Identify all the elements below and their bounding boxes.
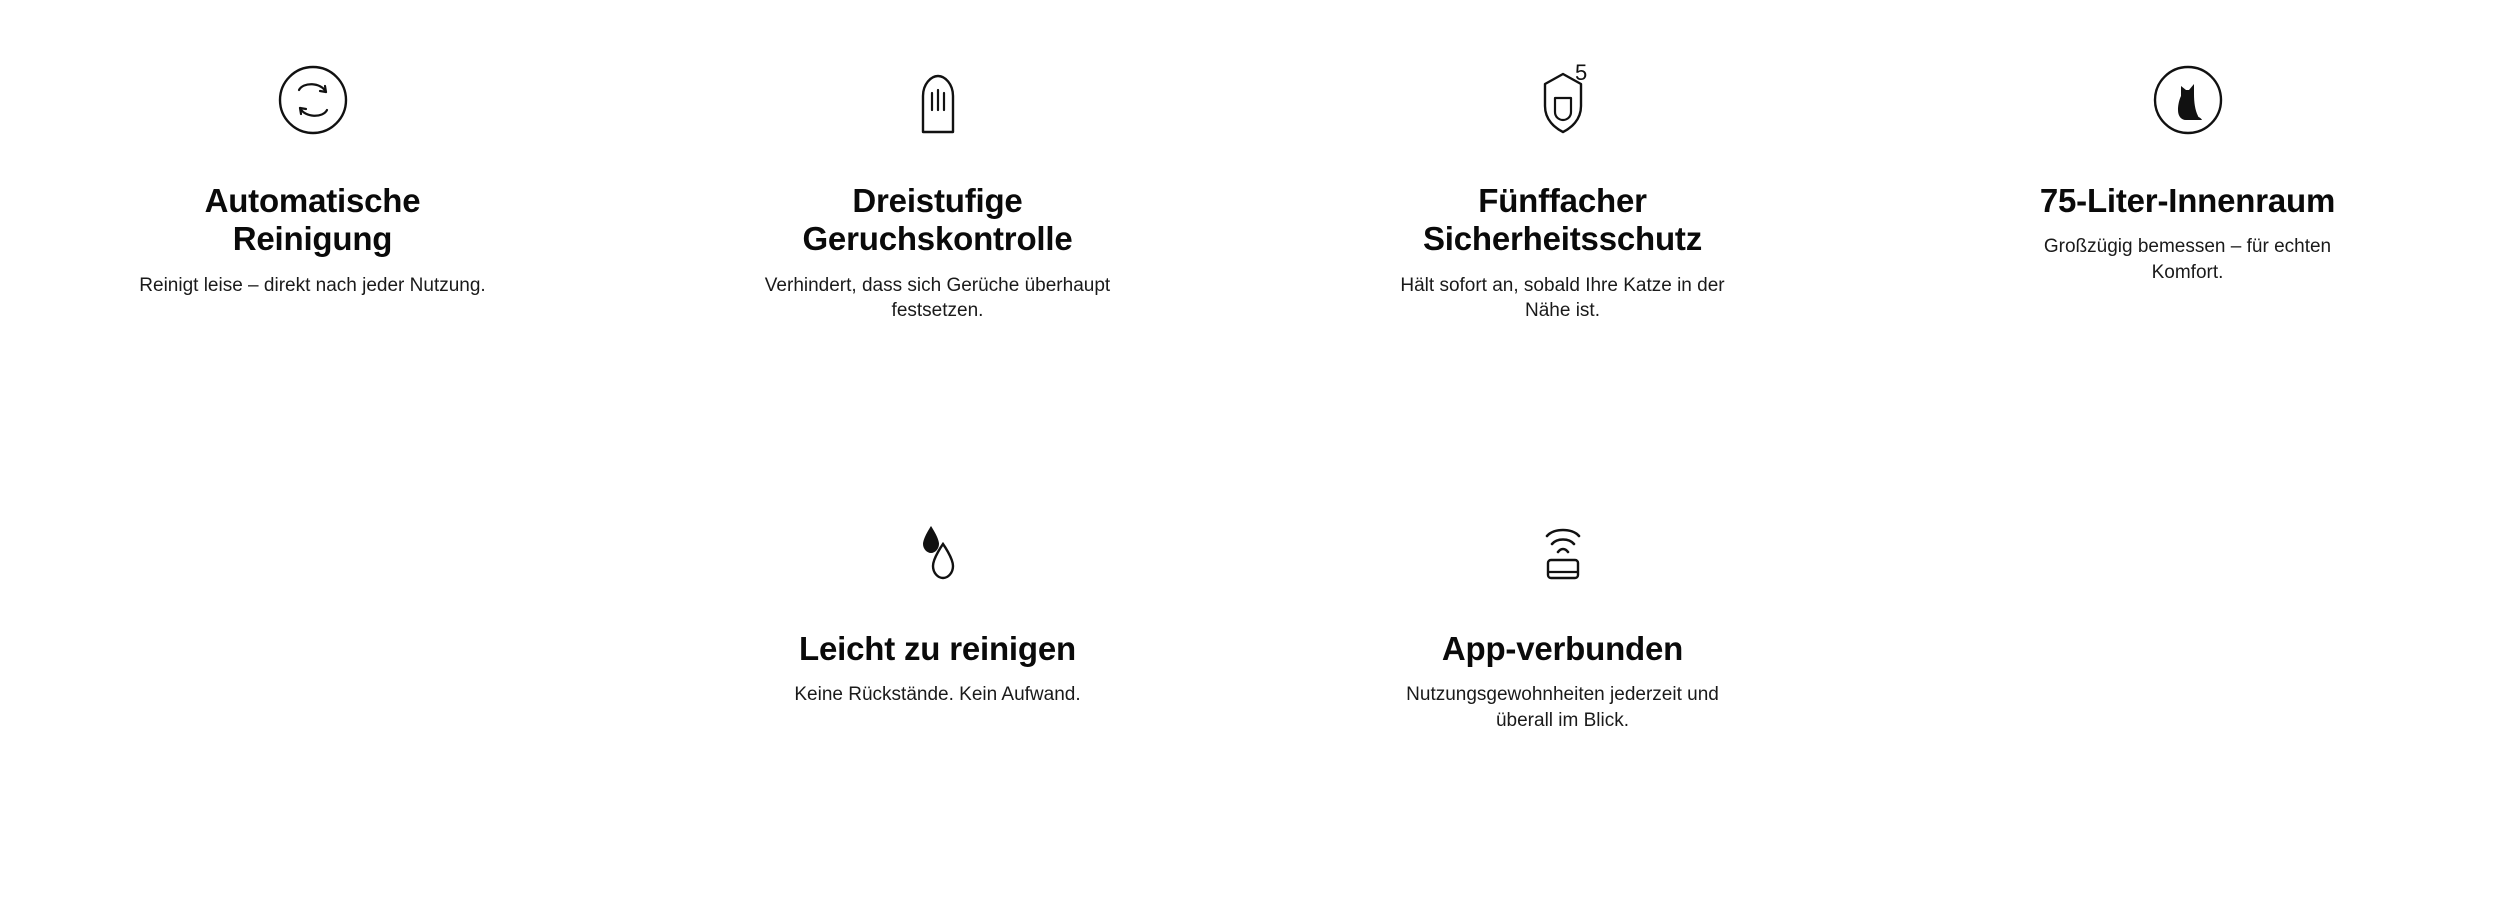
feature-title: App-verbunden [1441,630,1684,667]
feature-card-app-verbunden [1250,450,1875,900]
feature-description: Keine Rückstände. Kein Aufwand. [794,684,1081,706]
shield-badge-number: 5 [1574,60,1587,85]
feature-title: 75-Liter-Innenraum [2039,182,2336,219]
app-connected-wifi-icon [1523,502,1603,598]
feature-description: Hält sofort an, sobald Ihre Katze in der Nähe ist. [1400,274,1725,322]
feature-card-leicht-zu-reinigen [625,450,1250,900]
feature-title: Fünffacher Sicherheitsschutz [1422,182,1703,258]
feature-title: Dreistufige Geruchskontrolle [802,182,1073,258]
feature-card-automatische-reinigung [0,0,625,450]
feature-description: Nutzungsgewohnheiten jederzeit und überall im Blick. [1406,684,1719,732]
feature-title: Leicht zu reinigen [799,630,1076,667]
water-drops-icon [898,502,978,598]
feature-description: Reinigt leise – direkt nach jeder Nutzung. [139,274,486,296]
feature-card-75-liter-innenraum [1875,0,2500,450]
shield-five-safety-icon [1523,52,1603,148]
feature-card-fuenffacher-sicherheitsschutz [1250,0,1875,450]
feature-card-dreistufige-geruchskontrolle [625,0,1250,450]
odor-control-icon [898,52,978,148]
auto-clean-rotation-icon [273,52,353,148]
feature-description: Großzügig bemessen – für echten Komfort. [2043,236,2332,284]
feature-title: Automatische Reinigung [204,182,421,258]
feature-description: Verhindert, dass sich Gerüche überhaupt festsetzen. [764,274,1111,322]
cat-in-circle-icon [2148,52,2228,148]
